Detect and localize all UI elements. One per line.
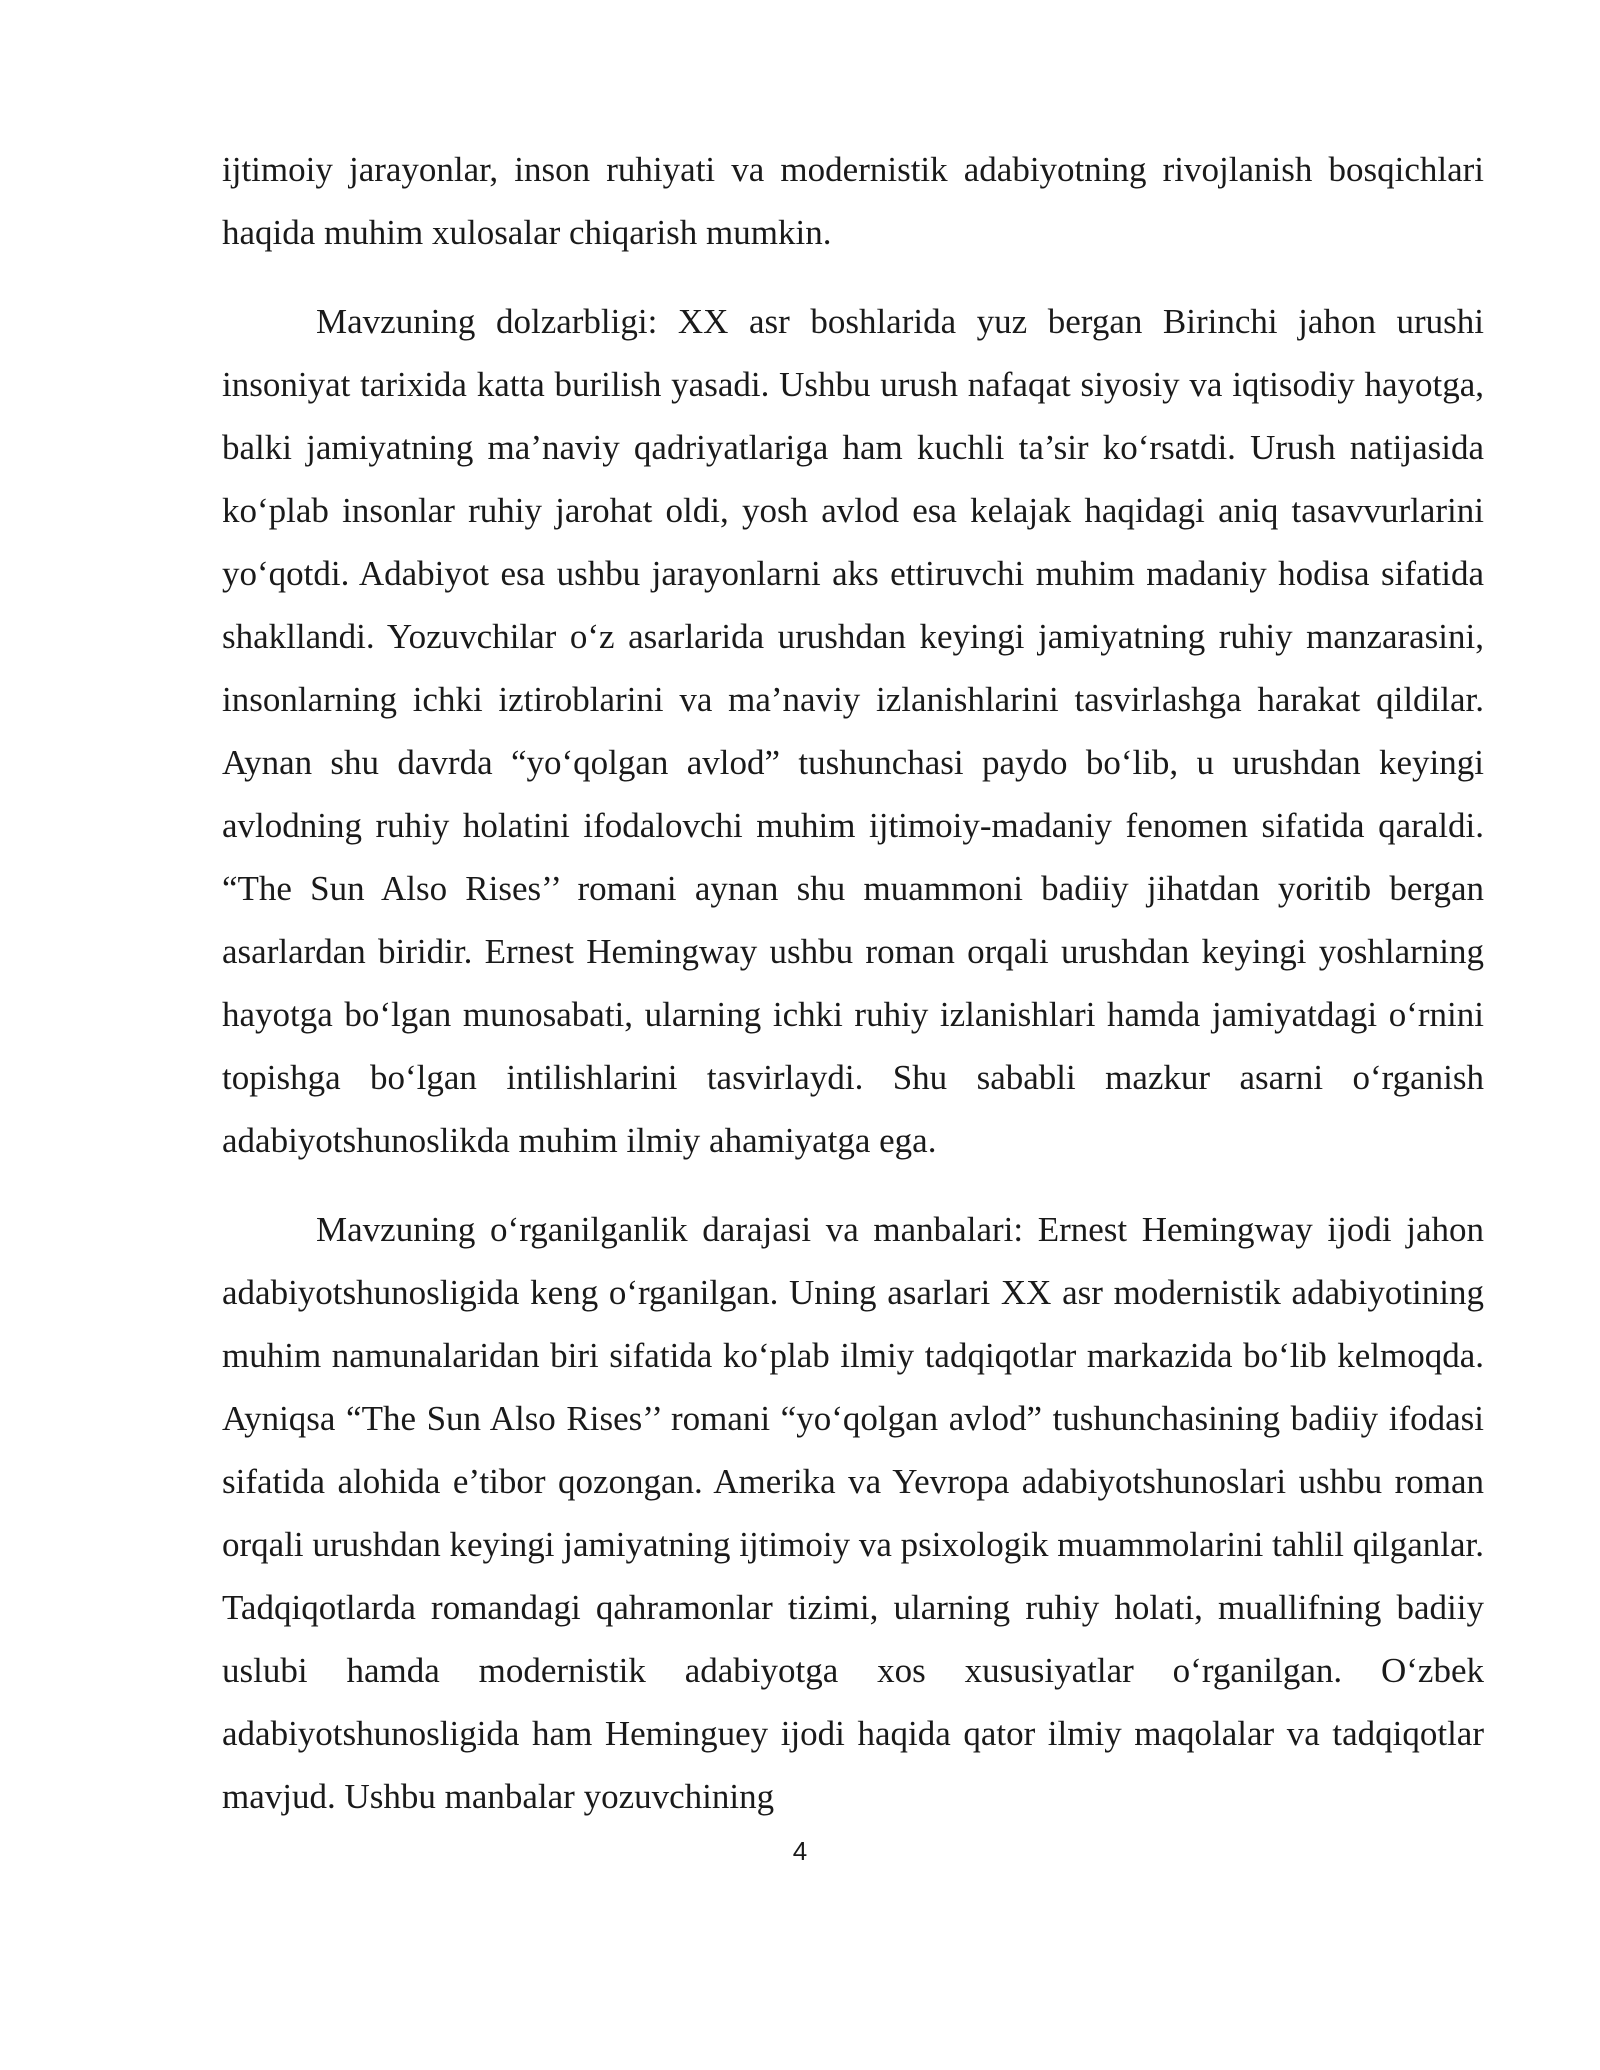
- page-number: 4: [792, 1836, 808, 1866]
- paragraph-relevance: Mavzuning dolzarbligi: XX asr boshlarida yuz bergan Birinchi jahon urushi insoniyat tarixida katta burilish yasadi. Ushbu urush nafaqat siyosiy va iqtisodiy hayotga, balki jamiyatning ma’naviy qadriyatlariga ham kuchli ta’sir ko‘rsatdi. Urush natijasida ko‘plab insonlar ruhiy jarohat oldi, yosh avlod esa kelajak haqidagi aniq tasavvurlarini yo‘qotdi. Adabiyot esa ushbu jarayonlarni aks ettiruvchi muhim madaniy hodisa sifatida shakllandi. Yozuvchilar o‘z asarlarida urushdan keyingi jamiyatning ruhiy manzarasini, insonlarning ichki iztiroblarini va ma’naviy izlanishlarini tasvirlashga harakat qildilar. Aynan shu davrda “yo‘qolgan avlod” tushunchasi paydo bo‘lib, u urushdan keyingi avlodning ruhiy holatini ifodalovchi muhim ijtimoiy-madaniy fenomen sifatida qaraldi. “The Sun Also Rises’’ romani aynan shu muammoni badiiy jihatdan yoritib bergan asarlardan biridir. Ernest Hemingway ushbu roman orqali urushdan keyingi yoshlarning hayotga bo‘lgan munosabati, ularning ichki ruhiy izlanishlari hamda jamiyatdagi o‘rnini topishga bo‘lgan intilishlarini tasvirlaydi. Shu sababli mazkur asarni o‘rganish adabiyotshunoslikda muhim ilmiy ahamiyatga ega.: [222, 302, 1484, 1160]
- body-text: [222, 138, 1484, 1854]
- paragraph-continuation: ijtimoiy jarayonlar, inson ruhiyati va modernistik adabiyotning rivojlanish bosqichlari haqida muhim xulosalar chiqarish mumkin.: [222, 150, 1484, 252]
- paragraph-sources: Mavzuning o‘rganilganlik darajasi va manbalari: Ernest Hemingway ijodi jahon adabiyotshunosligida keng o‘rganilgan. Uning asarlari XX asr modernistik adabiyotining muhim namunalaridan biri sifatida ko‘plab ilmiy tadqiqotlar markazida bo‘lib kelmoqda. Ayniqsa “The Sun Also Rises’’ romani “yo‘qolgan avlod” tushunchasining badiiy ifodasi sifatida alohida e’tibor qozongan. Amerika va Yevropa adabiyotshunoslari ushbu roman orqali urushdan keyingi jamiyatning ijtimoiy va psixologik muammolarini tahlil qilganlar. Tadqiqotlarda romandagi qahramonlar tizimi, ularning ruhiy holati, muallifning badiiy uslubi hamda modernistik adabiyotga xos xususiyatlar o‘rganilgan. O‘zbek adabiyotshunosligida ham Heminguey ijodi haqida qator ilmiy maqolalar va tadqiqotlar mavjud. Ushbu manbalar yozuvchining: [222, 1210, 1484, 1816]
